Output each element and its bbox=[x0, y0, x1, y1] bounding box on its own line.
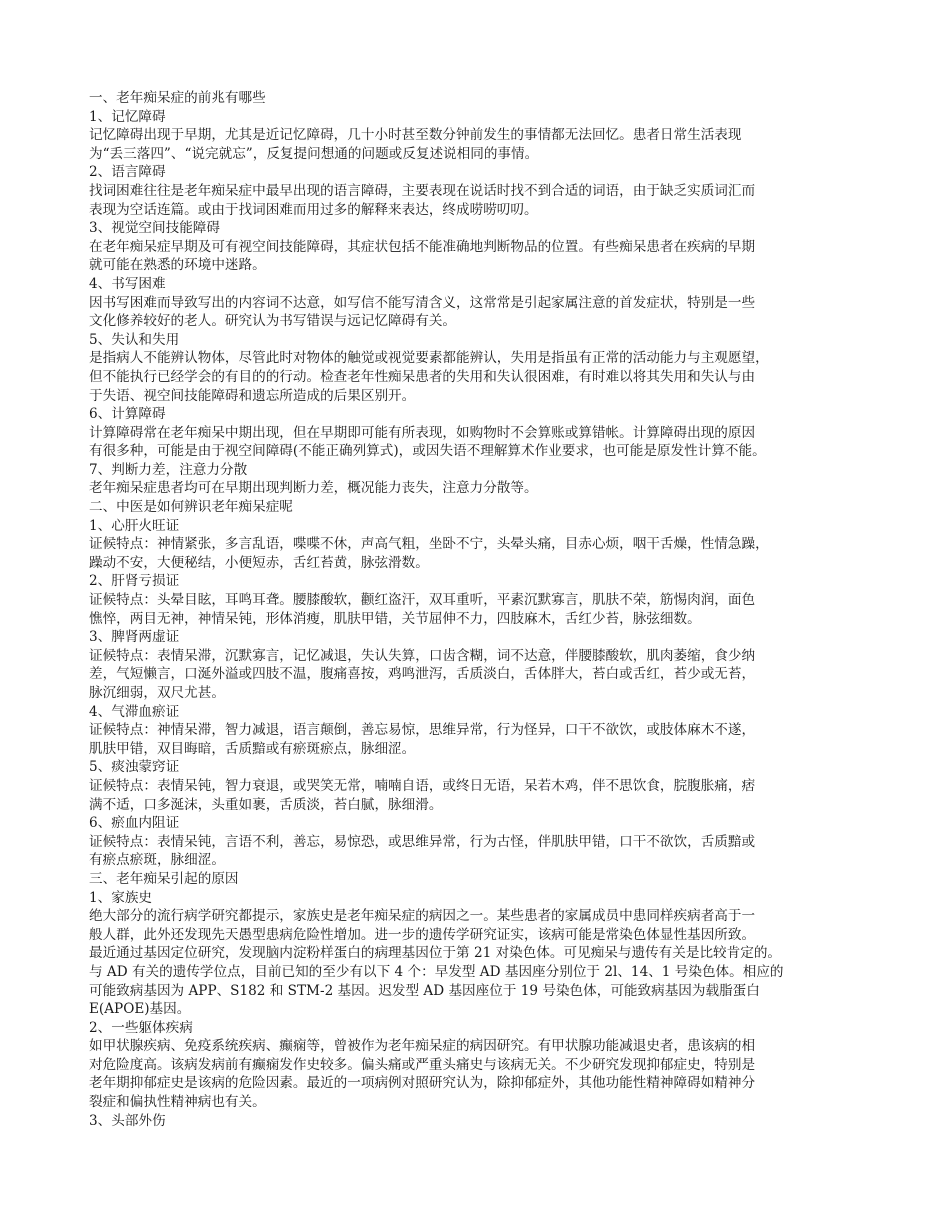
body-line: 证候特点：表情呆钝，言语不利，善忘，易惊恐，或思维异常，行为古怪，伴肌肤甲错，口干不欲饮，舌质黯或 bbox=[89, 833, 756, 850]
document-body bbox=[89, 89, 870, 1130]
subsection-heading: 6、瘀血内阻证 bbox=[89, 815, 180, 832]
body-line: 证候特点：表情呆滞，沉默寡言，记忆减退，失认失算，口齿含糊，词不达意，伴腰膝酸软，肌肉萎缩，食少纳 bbox=[89, 647, 756, 664]
body-line: 有瘀点瘀斑，脉细涩。 bbox=[89, 852, 225, 869]
subsection-heading: 3、头部外伤 bbox=[89, 1112, 166, 1129]
body-line: 般人群，此外还发现先天愚型患病危险性增加。进一步的遗传学研究证实，该病可能是常染色体显性基因所致。 bbox=[89, 926, 756, 943]
body-line: 有很多种，可能是由于视空间障碍(不能正确列算式)，或因失语不理解算术作业要求，也可能是原发性计算不能。 bbox=[89, 443, 766, 460]
body-line: 因书写困难而导致写出的内容词不达意，如写信不能写清含义，这常常是引起家属注意的首发症状，特别是一些 bbox=[89, 294, 756, 311]
body-line: 证候特点：表情呆钝，智力衰退，或哭笑无常，喃喃自语，或终日无语，呆若木鸡，伴不思饮食，脘腹胀痛，痞 bbox=[89, 777, 756, 794]
body-line: 可能致病基因为 APP、S182 和 STM-2 基因。迟发型 AD 基因座位于 19 号染色体，可能致病基因为载脂蛋白 bbox=[89, 982, 760, 999]
body-line: 满不适，口多涎沫，头重如裹，舌质淡，苔白腻，脉细滑。 bbox=[89, 796, 443, 813]
subsection-heading: 1、记忆障碍 bbox=[89, 108, 166, 125]
body-line: 就可能在熟悉的环境中迷路。 bbox=[89, 257, 266, 274]
body-line: 裂症和偏执性精神病也有关。 bbox=[89, 1094, 266, 1111]
body-line: 计算障碍常在老年痴呆中期出现，但在早期即可能有所表现，如购物时不会算账或算错帐。计算障碍出现的原因 bbox=[89, 424, 756, 441]
body-line: 脉沉细弱，双尺尤甚。 bbox=[89, 685, 225, 701]
body-line: 证候特点：神情呆滞，智力减退，语言颠倒，善忘易惊，思维异常，行为怪异，口干不欲饮，或肢体麻木不遂， bbox=[89, 722, 756, 739]
body-line: 如甲状腺疾病、免疫系统疾病、癫痫等，曾被作为老年痴呆症的病因研究。有甲状腺功能减退史者，患该病的相 bbox=[89, 1038, 756, 1055]
body-line: 表现为空话连篇。或由于找词困难而用过多的解释来表达，终成唠唠叨叨。 bbox=[89, 201, 538, 218]
subsection-heading: 3、视觉空间技能障碍 bbox=[89, 220, 220, 237]
subsection-heading: 2、一些躯体疾病 bbox=[89, 1019, 193, 1036]
subsection-heading: 5、痰浊蒙窍证 bbox=[89, 759, 180, 776]
body-line: 绝大部分的流行病学研究都提示，家族史是老年痴呆症的病因之一。某些患者的家属成员中患同样疾病者高于一 bbox=[89, 908, 756, 925]
section-heading: 一、老年痴呆症的前兆有哪些 bbox=[89, 90, 266, 106]
body-line: 但不能执行已经学会的有目的的行动。检查老年性痴呆患者的失用和失认很困难，有时难以将其失用和失认与由 bbox=[89, 368, 756, 385]
body-line: 证候特点：神情紧张，多言乱语，喋喋不休，声高气粗，坐卧不宁，头晕头痛，目赤心烦，咽干舌燥，性情急躁， bbox=[89, 536, 769, 553]
subsection-heading: 2、肝肾亏损证 bbox=[89, 573, 180, 590]
subsection-heading: 4、气滞血瘀证 bbox=[89, 703, 180, 720]
subsection-heading: 4、书写困难 bbox=[89, 275, 166, 292]
section-heading: 二、中医是如何辨识老年痴呆症呢 bbox=[89, 499, 293, 516]
body-line: 文化修养较好的老人。研究认为书写错误与远记忆障碍有关。 bbox=[89, 313, 457, 330]
body-line: 最近通过基因定位研究，发现脑内淀粉样蛋白的病理基因位于第 21 对染色体。可见痴呆与遗传有关是比较肯定的。 bbox=[89, 945, 782, 962]
body-line: 为“丢三落四”、“说完就忘”，反复提问想通的问题或反复述说相同的事情。 bbox=[89, 145, 539, 162]
body-line: 憔悴，两目无神，神情呆钝，形体消瘦，肌肤甲错，关节屈伸不力，四肢麻木，舌红少苔，脉弦细数。 bbox=[89, 610, 701, 627]
subsection-heading: 1、家族史 bbox=[89, 889, 153, 906]
subsection-heading: 1、心肝火旺证 bbox=[89, 517, 180, 534]
subsection-heading: 2、语言障碍 bbox=[89, 164, 166, 181]
body-line: 是指病人不能辨认物体，尽管此时对物体的触觉或视觉要素都能辨认，失用是指虽有正常的活动能力与主观愿望， bbox=[89, 350, 769, 367]
body-line: 在老年痴呆症早期及可有视空间技能障碍，其症状包括不能准确地判断物品的位置。有些痴呆患者在疾病的早期 bbox=[89, 238, 756, 255]
body-line: 躁动不安，大便秘结，小便短赤，舌红苔黄，脉弦滑数。 bbox=[89, 554, 429, 571]
body-line: 证候特点：头晕目眩，耳鸣耳聋。腰膝酸软，颧红盗汗，双耳重听，平素沉默寡言，肌肤不荣，筋惕肉润，面色 bbox=[89, 592, 756, 609]
body-line: 老年痴呆症患者均可在早期出现判断力差，概况能力丧失，注意力分散等。 bbox=[89, 480, 538, 497]
body-line: 肌肤甲错，双目晦暗，舌质黯或有瘀斑瘀点，脉细涩。 bbox=[89, 740, 416, 757]
subsection-heading: 3、脾肾两虚证 bbox=[89, 629, 180, 646]
subsection-heading: 5、失认和失用 bbox=[89, 331, 180, 348]
body-line: 与 AD 有关的遗传学位点，目前已知的至少有以下 4 个：早发型 AD 基因座分别位于 2l、14、1 号染色体。相应的 bbox=[89, 963, 784, 980]
body-line: 记忆障碍出现于早期，尤其是近记忆障碍，几十小时甚至数分钟前发生的事情都无法回忆。患者日常生活表现 bbox=[89, 127, 742, 144]
section-heading: 三、老年痴呆引起的原因 bbox=[89, 870, 239, 887]
subsection-heading: 7、判断力差，注意力分散 bbox=[89, 461, 248, 478]
subsection-heading: 6、计算障碍 bbox=[89, 406, 166, 423]
body-line: 于失语、视空间技能障碍和遗忘所造成的后果区别开。 bbox=[89, 387, 416, 404]
body-line: 差，气短懒言，口涎外溢或四肢不温，腹痛喜按，鸡鸣泄泻，舌质淡白，舌体胖大，苔白或舌红，苔少或无苔， bbox=[89, 666, 756, 683]
body-line: E(APOE)基因。 bbox=[89, 1001, 191, 1018]
body-line: 找词困难往往是老年痴呆症中最早出现的语言障碍，主要表现在说话时找不到合适的词语，由于缺乏实质词汇而 bbox=[89, 182, 756, 199]
body-line: 对危险度高。该病发病前有癫痫发作史较多。偏头痛或严重头痛史与该病无关。不少研究发现抑郁症史，特别是 bbox=[89, 1056, 756, 1073]
body-line: 老年期抑郁症史是该病的危险因素。最近的一项病例对照研究认为，除抑郁症外，其他功能性精神障碍如精神分 bbox=[89, 1075, 756, 1092]
